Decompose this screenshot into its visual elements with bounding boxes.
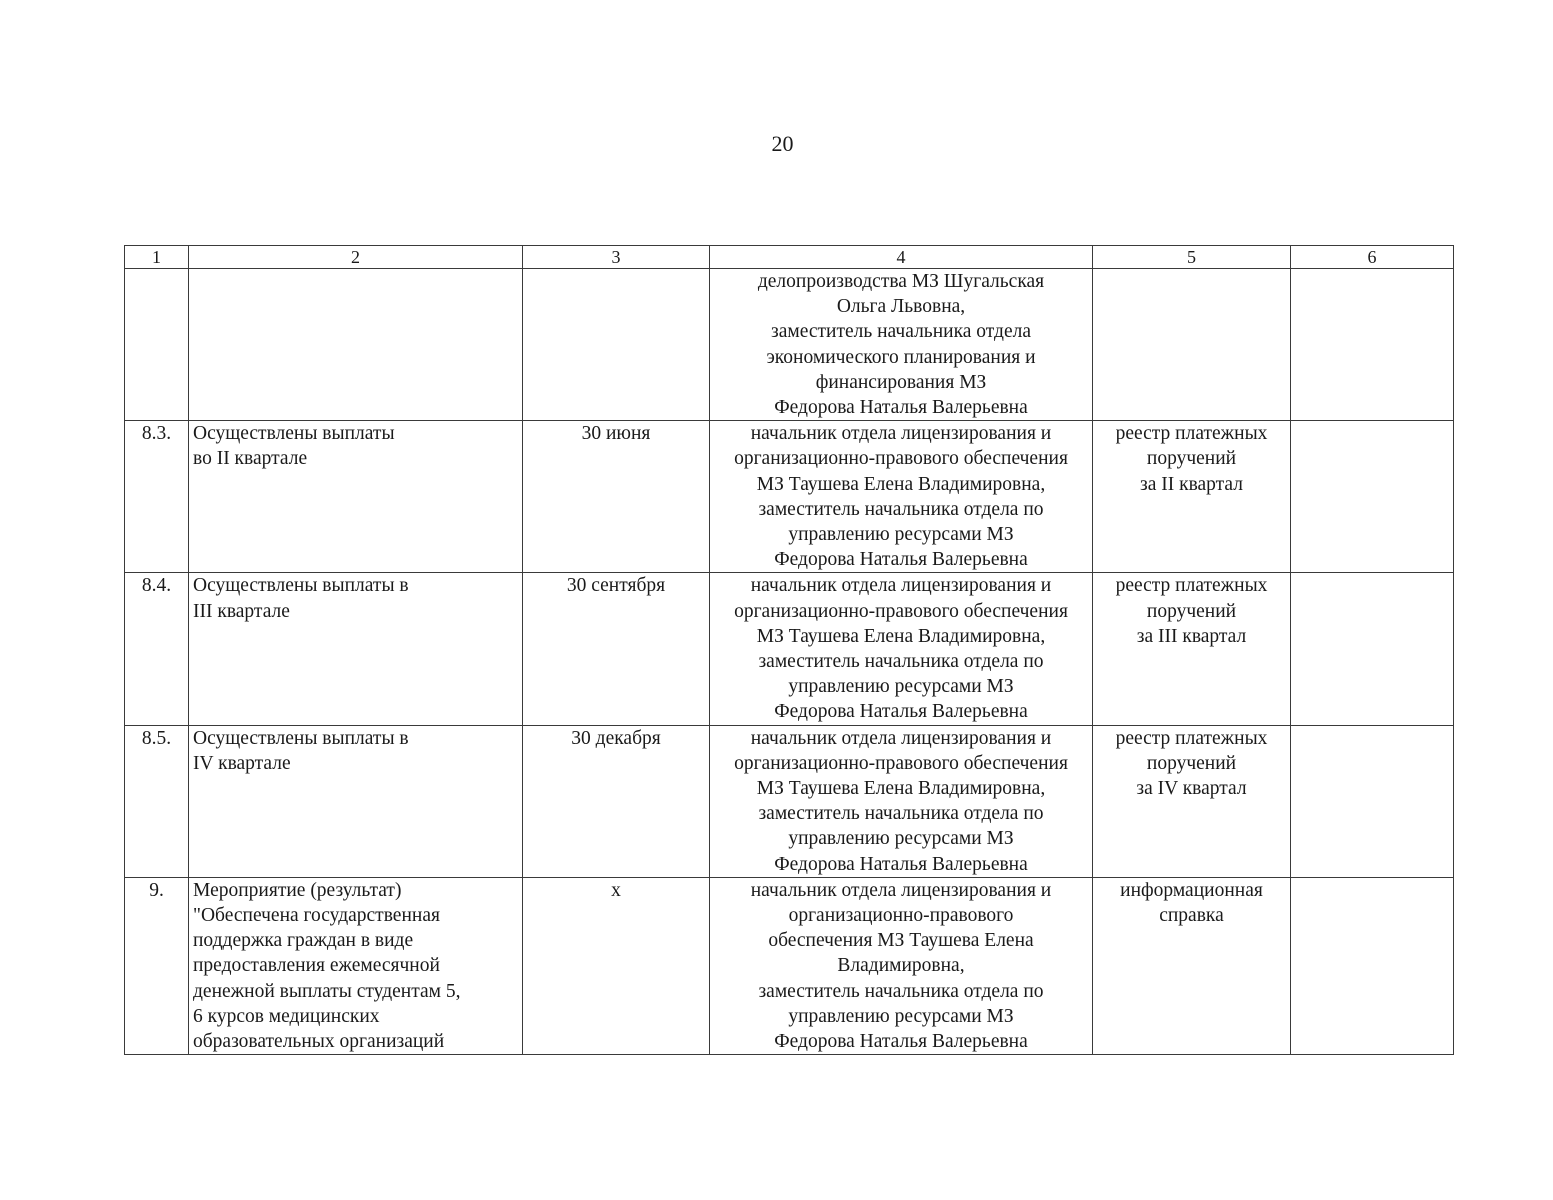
table-row: [125, 269, 1454, 421]
row-event: [189, 269, 523, 421]
column-header-6: 6: [1291, 246, 1454, 269]
row-date: 30 сентября: [523, 573, 710, 725]
column-header-1: 1: [125, 246, 189, 269]
column-header-3: 3: [523, 246, 710, 269]
row-number: [125, 269, 189, 421]
row-event: Осуществлены выплаты в III квартале: [189, 573, 523, 725]
row-document: реестр платежных поручений за II квартал: [1093, 421, 1291, 573]
row-responsible: начальник отдела лицензирования и организационно-правового обеспечения МЗ Таушева Елена Владимировна, заместитель начальника отдела по управлению ресурсами МЗ Федорова Наталья Валерьевна: [710, 877, 1093, 1054]
row-responsible: делопроизводства МЗ Шугальская Ольга Львовна, заместитель начальника отдела экономического планирования и финансирования МЗ Федорова Наталья Валерьевна: [710, 269, 1093, 421]
row-date: x: [523, 877, 710, 1054]
column-header-4: 4: [710, 246, 1093, 269]
table-row: [125, 725, 1454, 877]
row-number: 9.: [125, 877, 189, 1054]
row-note: [1291, 573, 1454, 725]
row-event: Мероприятие (результат) "Обеспечена государственная поддержка граждан в виде предоставления ежемесячной денежной выплаты студентам 5, 6 курсов медицинских образовательных организаций: [189, 877, 523, 1054]
row-date: [523, 269, 710, 421]
row-event: Осуществлены выплаты в IV квартале: [189, 725, 523, 877]
table-row: [125, 573, 1454, 725]
row-document: реестр платежных поручений за III квартал: [1093, 573, 1291, 725]
table-header-row: [125, 246, 1454, 269]
row-document: информационная справка: [1093, 877, 1291, 1054]
row-responsible: начальник отдела лицензирования и организационно-правового обеспечения МЗ Таушева Елена Владимировна, заместитель начальника отдела по управлению ресурсами МЗ Федорова Наталья Валерьевна: [710, 725, 1093, 877]
row-note: [1291, 725, 1454, 877]
row-date: 30 декабря: [523, 725, 710, 877]
plan-table: [124, 245, 1454, 1055]
column-header-5: 5: [1093, 246, 1291, 269]
row-note: [1291, 421, 1454, 573]
page-number: 20: [771, 131, 794, 156]
row-event: Осуществлены выплаты во II квартале: [189, 421, 523, 573]
row-number: 8.3.: [125, 421, 189, 573]
column-header-2: 2: [189, 246, 523, 269]
row-note: [1291, 877, 1454, 1054]
row-document: реестр платежных поручений за IV квартал: [1093, 725, 1291, 877]
row-document: [1093, 269, 1291, 421]
row-note: [1291, 269, 1454, 421]
row-responsible: начальник отдела лицензирования и организационно-правового обеспечения МЗ Таушева Елена Владимировна, заместитель начальника отдела по управлению ресурсами МЗ Федорова Наталья Валерьевна: [710, 421, 1093, 573]
row-responsible: начальник отдела лицензирования и организационно-правового обеспечения МЗ Таушева Елена Владимировна, заместитель начальника отдела по управлению ресурсами МЗ Федорова Наталья Валерьевна: [710, 573, 1093, 725]
table-row: [125, 421, 1454, 573]
table-row: [125, 877, 1454, 1054]
row-date: 30 июня: [523, 421, 710, 573]
row-number: 8.4.: [125, 573, 189, 725]
row-number: 8.5.: [125, 725, 189, 877]
